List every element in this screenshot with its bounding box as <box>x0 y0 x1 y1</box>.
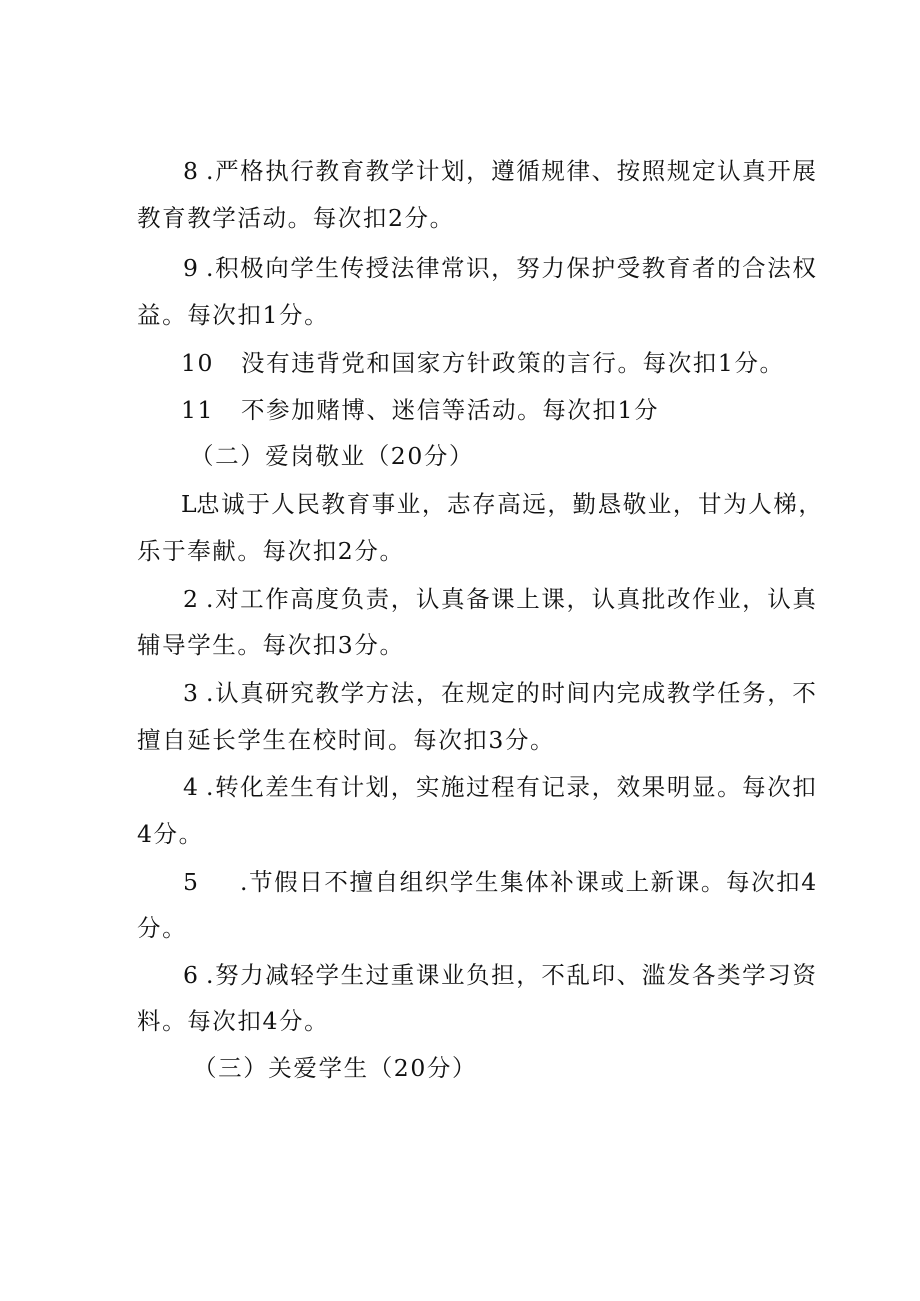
list-item-11 <box>0 392 920 428</box>
section-heading-text: （三）关爱学生（20分） <box>193 1054 478 1082</box>
item-number: 5 <box>183 868 200 896</box>
list-item-6-line-1 <box>0 957 920 993</box>
list-item-10 <box>0 345 920 381</box>
item-text: 忠诚于人民教育事业，志存高远，勤恳敬业，甘为人梯， <box>196 490 824 518</box>
section-heading-love-job <box>0 438 920 474</box>
item-text: 没有违背党和国家方针政策的言行。每次扣1分。 <box>241 349 785 377</box>
section-heading-care-students <box>0 1050 920 1086</box>
list-item-4-line-2 <box>0 816 920 852</box>
item-text-continued: 辅导学生。每次扣3分。 <box>137 631 405 659</box>
item-text-continued: 分。 <box>137 914 188 942</box>
item-text: .努力减轻学生过重课业负担，不乱印、滥发各类学习资 <box>206 961 818 989</box>
item-text-continued: 乐于奉献。每次扣2分。 <box>137 537 405 565</box>
list-item-8-line-1 <box>0 153 920 189</box>
item-text: .积极向学生传授法律常识，努力保护受教育者的合法权 <box>206 254 818 282</box>
item-number: 11 <box>181 396 215 424</box>
item-number: 6 <box>183 961 200 989</box>
list-item-2-line-2 <box>0 627 920 663</box>
item-text: .认真研究教学方法，在规定的时间内完成教学任务，不 <box>206 679 818 707</box>
item-text-continued: 4分。 <box>137 820 204 848</box>
list-item-5-line-1 <box>0 864 920 900</box>
item-number: 9 <box>183 254 200 282</box>
list-item-3-line-1 <box>0 675 920 711</box>
item-text: .转化差生有计划，实施过程有记录，效果明显。每次扣 <box>206 773 818 801</box>
item-number: 4 <box>183 773 200 801</box>
item-text-continued: 料。每次扣4分。 <box>137 1007 330 1035</box>
list-item-2-line-1 <box>0 581 920 617</box>
section-heading-text: （二）爱岗敬业（20分） <box>190 442 475 470</box>
list-item-1-line-1 <box>0 486 920 522</box>
item-number: L <box>181 490 199 518</box>
list-item-8-line-2 <box>0 200 920 236</box>
item-text: 不参加赌博、迷信等活动。每次扣1分 <box>241 396 660 424</box>
item-text-continued: 教育教学活动。每次扣2分。 <box>137 204 455 232</box>
item-text-continued: 擅自延长学生在校时间。每次扣3分。 <box>137 726 556 754</box>
item-number: 3 <box>183 679 200 707</box>
list-item-6-line-2 <box>0 1003 920 1039</box>
list-item-9-line-1 <box>0 250 920 286</box>
item-text: .严格执行教育教学计划，遵循规律、按照规定认真开展 <box>206 157 818 185</box>
item-text: .节假日不擅自组织学生集体补课或上新课。每次扣4 <box>240 868 818 896</box>
list-item-1-line-2 <box>0 533 920 569</box>
list-item-9-line-2 <box>0 297 920 333</box>
list-item-5-line-2 <box>0 910 920 946</box>
item-text-continued: 益。每次扣1分。 <box>137 301 330 329</box>
list-item-3-line-2 <box>0 722 920 758</box>
list-item-4-line-1 <box>0 769 920 805</box>
item-text: .对工作高度负责，认真备课上课，认真批改作业，认真 <box>206 585 818 613</box>
item-number: 8 <box>183 157 200 185</box>
item-number: 10 <box>181 349 215 377</box>
item-number: 2 <box>183 585 200 613</box>
